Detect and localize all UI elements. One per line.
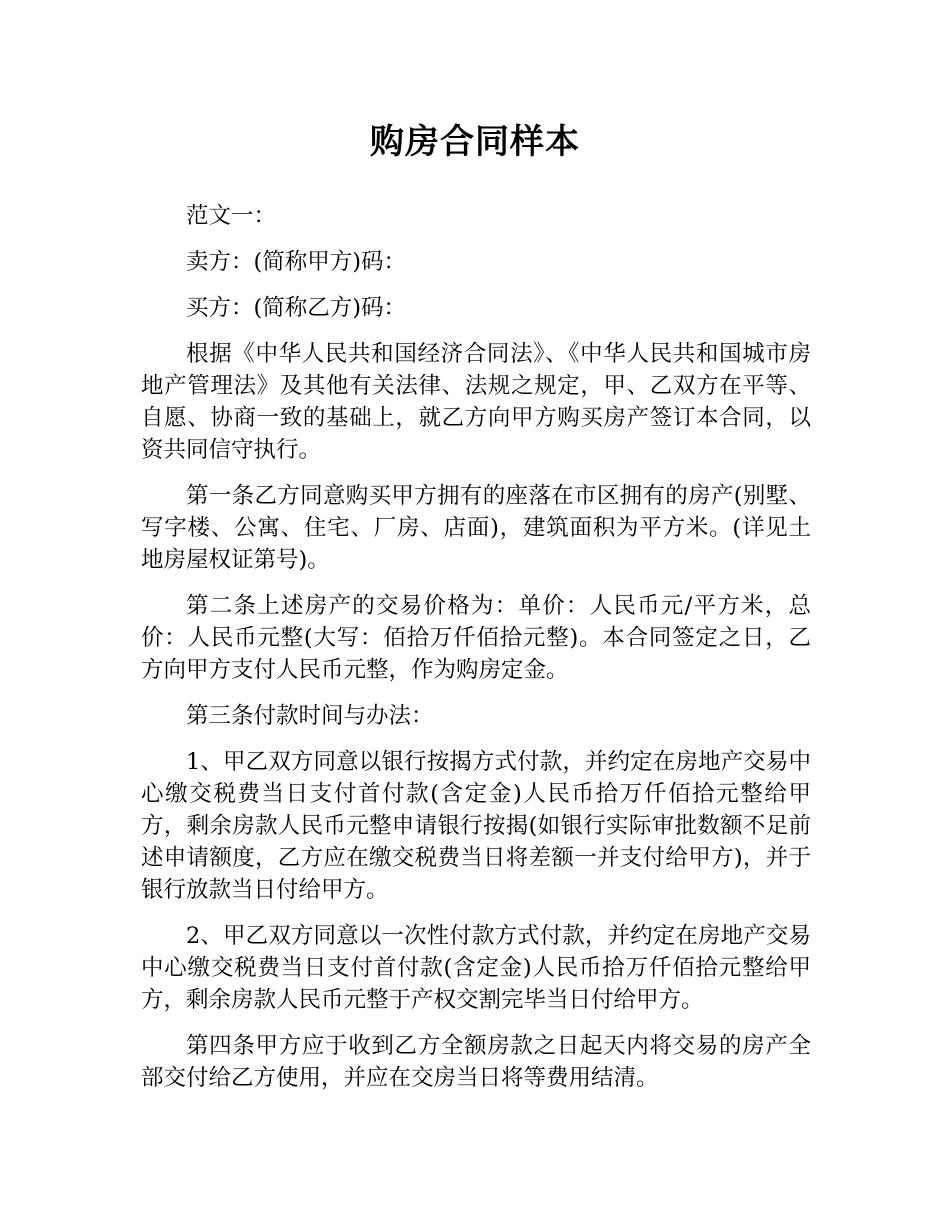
paragraph-preamble: 根据《中华人民共和国经济合同法》、《中华人民共和国城市房地产管理法》及其他有关法律、法规之规定，甲、乙双方在平等、自愿、协商一致的基础上，就乙方向甲方购买房产签订本合同，以资共同信守执行。 bbox=[141, 341, 811, 463]
paragraph-article-3-item-1: 1、甲乙双方同意以银行按揭方式付款，并约定在房地产交易中心缴交税费当日支付首付款(含定金)人民币拾万仟佰拾元整给甲方，剩余房款人民币元整申请银行按揭(如银行实际审批数额不足前述申请额度，乙方应在缴交税费当日将差额一并支付给甲方)，并于银行放款当日付给甲方。 bbox=[141, 749, 811, 903]
paragraph-article-2: 第二条上述房产的交易价格为：单价：人民币元/平方米，总价：人民币元整(大写：佰拾万仟佰拾元整)。本合同签定之日，乙方向甲方支付人民币元整，作为购房定金。 bbox=[141, 593, 811, 683]
paragraph-article-3: 第三条付款时间与办法： bbox=[186, 703, 434, 729]
paragraph-sample-label: 范文一： bbox=[186, 203, 277, 229]
document-title: 购房合同样本 bbox=[370, 122, 580, 162]
paragraph-buyer: 买方：(简称乙方)码： bbox=[186, 295, 407, 321]
paragraph-article-3-item-2: 2、甲乙双方同意以一次性付款方式付款，并约定在房地产交易中心缴交税费当日支付首付款(含定金)人民币拾万仟佰拾元整给甲方，剩余房款人民币元整于产权交割完毕当日付给甲方。 bbox=[141, 923, 811, 1013]
paragraph-article-4: 第四条甲方应于收到乙方全额房款之日起天内将交易的房产全部交付给乙方使用，并应在交房当日将等费用结清。 bbox=[141, 1033, 811, 1091]
paragraph-seller: 卖方：(简称甲方)码： bbox=[186, 249, 407, 275]
paragraph-article-1: 第一条乙方同意购买甲方拥有的座落在市区拥有的房产(别墅、写字楼、公寓、住宅、厂房、店面)，建筑面积为平方米。(详见土地房屋权证第号)。 bbox=[141, 483, 811, 573]
document-body bbox=[141, 200, 811, 1108]
